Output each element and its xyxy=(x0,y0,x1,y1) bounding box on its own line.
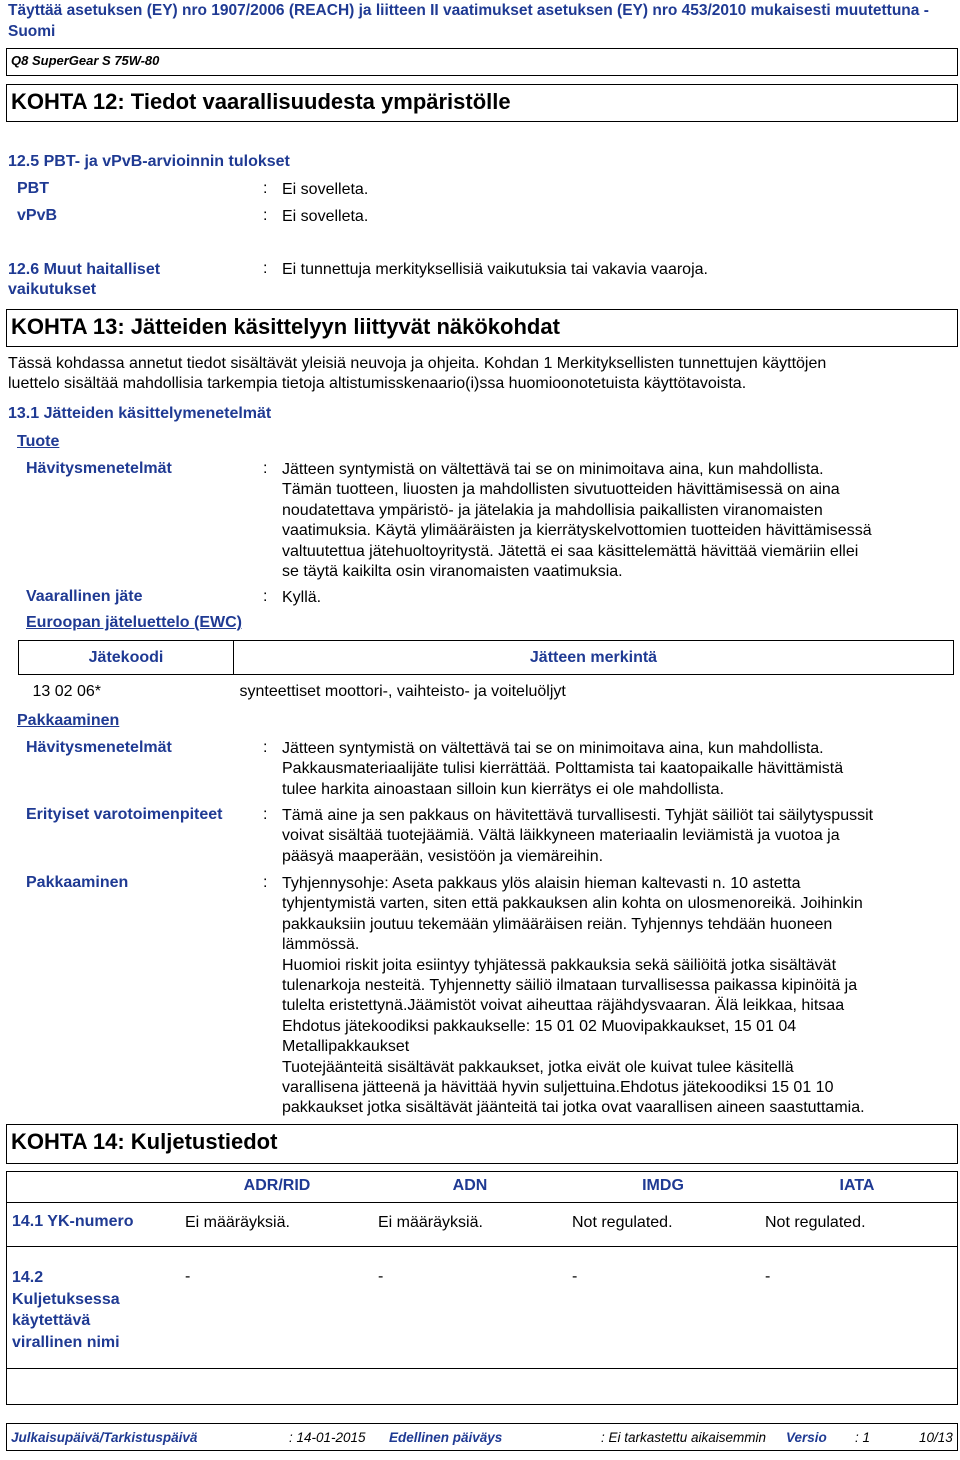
intro-line-2: luettelo sisältää mahdollisia tarkempia tietoja altistumisskenaario(i)ssa huomioonotetuista käyttötavoista. xyxy=(8,375,747,393)
product-name-box xyxy=(6,48,958,76)
shipping-name-adr: - xyxy=(185,1268,191,1285)
text-line: 14.2 xyxy=(12,1269,44,1286)
text-line: lämmössä. xyxy=(282,936,360,954)
ewc-heading: Euroopan jäteluettelo (EWC) xyxy=(26,614,242,631)
un-number-iata: Not regulated. xyxy=(765,1214,866,1231)
text-line: vaatimuksia. Käytä ylimääräisten ja kierrätyskelvottomien tuotteiden hävittämisessä xyxy=(282,522,872,540)
pbt-label: PBT xyxy=(17,180,49,197)
footer-version-label: Versio xyxy=(786,1430,827,1445)
divider xyxy=(7,1246,957,1247)
ewc-table xyxy=(18,640,954,709)
shipping-name-adn: - xyxy=(378,1268,384,1285)
colon: : xyxy=(263,874,268,891)
footer-prev-value: : Ei tarkastettu aikaisemmin xyxy=(601,1430,767,1445)
footer-date-label: Julkaisupäivä/Tarkistuspäivä xyxy=(11,1430,198,1445)
section-12-6-heading xyxy=(8,260,160,300)
section-12-6-value: Ei tunnettuja merkityksellisiä vaikutuksia tai vakavia vaaroja. xyxy=(282,261,708,278)
pbt-value: Ei sovelleta. xyxy=(282,181,369,198)
text-line: Metallipakkaukset xyxy=(282,1038,410,1056)
row-shipping-name-label xyxy=(12,1267,120,1353)
text-line: pakkauksiin joutuu tekemään ylimääräisen reiän. Tyhjennys tehdään huoneen xyxy=(282,915,833,933)
product-name: Q8 SuperGear S 75W-80 xyxy=(11,53,160,68)
section-13-title-box xyxy=(6,309,958,347)
vaarallinen-jate-value: Kyllä. xyxy=(282,589,322,606)
vpvb-label: vPvB xyxy=(17,207,58,224)
col-iata: IATA xyxy=(839,1177,875,1194)
text-line: Huomioi riskit joita esiintyy tyhjätessä pakkauksia sekä säiliöitä jotka sisältävät xyxy=(282,956,837,974)
col-imdg: IMDG xyxy=(642,1177,684,1194)
erityiset-value xyxy=(282,806,873,867)
text-line: käytettävä xyxy=(12,1312,91,1329)
pakkaaminen-heading: Pakkaaminen xyxy=(17,712,120,729)
un-number-imdg: Not regulated. xyxy=(572,1214,673,1231)
ewc-header-description: Jätteen merkintä xyxy=(234,641,954,675)
text-line: Tyhjennysohje: Aseta pakkaus ylös alaisin hieman kaltevasti n. 10 astetta xyxy=(282,875,801,892)
footer-date-value: : 14-01-2015 xyxy=(289,1430,366,1445)
footer-version-value: : 1 xyxy=(855,1430,871,1445)
col-adn: ADN xyxy=(452,1177,488,1194)
pakkaaminen-label: Pakkaaminen xyxy=(26,874,129,891)
document-header-title: Täyttää asetuksen (EY) nro 1907/2006 (REACH) ja liitteen II vaatimukset asetuksen (EY) nro 453/2010 mukaisesti muutettuna - Suomi xyxy=(8,2,929,40)
transport-table xyxy=(6,1171,958,1405)
section-13-title: KOHTA 13: Jätteiden käsittelyyn liittyvät näkökohdat xyxy=(11,314,560,339)
text-line: Tämä aine ja sen pakkaus on hävitettävä turvallisesti. Tyhjät säiliöt tai säilytyspussit xyxy=(282,807,874,824)
text-line: tulee harkita ainoastaan silloin kun kierrätys ei ole mahdollista. xyxy=(282,780,725,798)
colon: : xyxy=(263,260,268,277)
section-12-6-heading-line2: vaikutukset xyxy=(8,281,97,298)
text-line: Jätteen syntymistä on vältettävä tai se on minimoitava aina, kun mahdollista. xyxy=(282,461,824,478)
footer-prev-label: Edellinen päiväys xyxy=(389,1430,503,1445)
colon: : xyxy=(263,739,268,756)
text-line: voivat sisältää tuotejäämiä. Vältä läikkyneen materiaalin leviämistä ja vuotoa ja xyxy=(282,827,840,845)
tuote-heading: Tuote xyxy=(17,433,60,450)
section-12-title-box xyxy=(6,84,958,122)
text-line: tulelta eristettynä.Jäämistöt voivat aiheuttaa räjähdysvaaran. Älä leikkaa, hitsaa xyxy=(282,997,845,1015)
footer-page-number: 10/13 xyxy=(919,1430,953,1445)
text-line: tulenarkoja nesteitä. Tyhjennetty säiliö ilmataan turvallisessa paikassa kipinöitä ja xyxy=(282,977,858,995)
colon: : xyxy=(263,588,268,605)
text-line: se täytä kaikilta osin viranomaisten vaatimuksia. xyxy=(282,563,623,581)
section-13-intro xyxy=(8,354,826,395)
text-line: Pakkausmateriaalijäte tulisi kierrättää. Polttamista tai kaatopaikalle hävittämistä xyxy=(282,760,844,778)
col-adr-rid: ADR/RID xyxy=(243,1177,311,1194)
colon: : xyxy=(263,180,268,197)
colon: : xyxy=(263,207,268,224)
text-line: noudatettava ympäristö- ja jätelakia ja mahdollisia paikallisten viranomaisten xyxy=(282,501,823,519)
havitysmenetelmat-value xyxy=(282,460,872,582)
un-number-adn: Ei määräyksiä. xyxy=(378,1214,483,1231)
intro-line-1: Tässä kohdassa annetut tiedot sisältävät yleisiä neuvoja ja ohjeita. Kohdan 1 Merkityksellisten tunnettujen käyttöjen xyxy=(8,355,827,372)
ewc-header-code: Jätekoodi xyxy=(19,641,234,675)
text-line: Tuotejäänteitä sisältävät pakkaukset, jotka eivät ole kuivat tulee käsitellä xyxy=(282,1058,794,1076)
pakkaaminen-value xyxy=(282,874,865,1119)
divider xyxy=(7,1368,957,1369)
pak-havitys-value xyxy=(282,739,843,800)
pak-havitys-label: Hävitysmenetelmät xyxy=(26,739,172,756)
text-line: tyhjentymistä varten, siten että pakkauksen alin kohta on ulosmenoreikä. Joihinkin xyxy=(282,895,863,913)
text-line: Jätteen syntymistä on vältettävä tai se on minimoitava aina, kun mahdollista. xyxy=(282,740,824,757)
vpvb-value: Ei sovelleta. xyxy=(282,208,369,225)
section-12-6-heading-line1: 12.6 Muut haitalliset xyxy=(8,261,161,278)
text-line: Ehdotus jätekoodiksi pakkaukselle: 15 01 02 Muovipakkaukset, 15 01 04 xyxy=(282,1017,797,1035)
section-13-1-heading: 13.1 Jätteiden käsittelymenetelmät xyxy=(8,405,272,422)
section-12-5-heading: 12.5 PBT- ja vPvB-arvioinnin tulokset xyxy=(8,153,290,170)
ewc-code: 13 02 06* xyxy=(32,682,102,700)
un-number-adr: Ei määräyksiä. xyxy=(185,1214,290,1231)
text-line: varallisena jätteenä ja hävittää hyvin suljettuina.Ehdotus jätekoodiksi 15 01 10 xyxy=(282,1079,834,1097)
text-line: virallinen nimi xyxy=(12,1333,120,1351)
divider xyxy=(7,1202,957,1203)
table-row xyxy=(19,675,954,709)
footer-bar xyxy=(6,1423,958,1451)
havitysmenetelmat-label: Hävitysmenetelmät xyxy=(26,460,172,477)
erityiset-label: Erityiset varotoimenpiteet xyxy=(26,806,223,823)
table-header-row xyxy=(19,641,954,675)
section-12-title: KOHTA 12: Tiedot vaarallisuudesta ympäristölle xyxy=(11,89,511,114)
colon: : xyxy=(263,806,268,823)
section-14-title: KOHTA 14: Kuljetustiedot xyxy=(11,1129,278,1154)
text-line: pakkaukset jotka sisältävät jäänteitä tai jotka ovat vaarallisen aineen saastuttamia. xyxy=(282,1099,865,1117)
shipping-name-iata: - xyxy=(765,1268,771,1285)
text-line: valtuutettua jätehuoltoyritystä. Jätettä ei saa käsittelemättä hävittää viemäriin ellei xyxy=(282,542,859,560)
vaarallinen-jate-label: Vaarallinen jäte xyxy=(26,588,143,605)
row-un-number-label: 14.1 YK-numero xyxy=(12,1213,134,1230)
text-line: Tämän tuotteen, liuosten ja mahdollisten sivutuotteiden hävittämisessä on aina xyxy=(282,481,840,499)
text-line: pääsyä maaperään, vesistöön ja viemäreihin. xyxy=(282,847,604,865)
shipping-name-imdg: - xyxy=(572,1268,578,1285)
colon: : xyxy=(263,460,268,477)
ewc-description: synteettiset moottori-, vaihteisto- ja voiteluöljyt xyxy=(239,682,566,700)
section-14-title-box xyxy=(6,1124,958,1164)
text-line: Kuljetuksessa xyxy=(12,1290,120,1308)
